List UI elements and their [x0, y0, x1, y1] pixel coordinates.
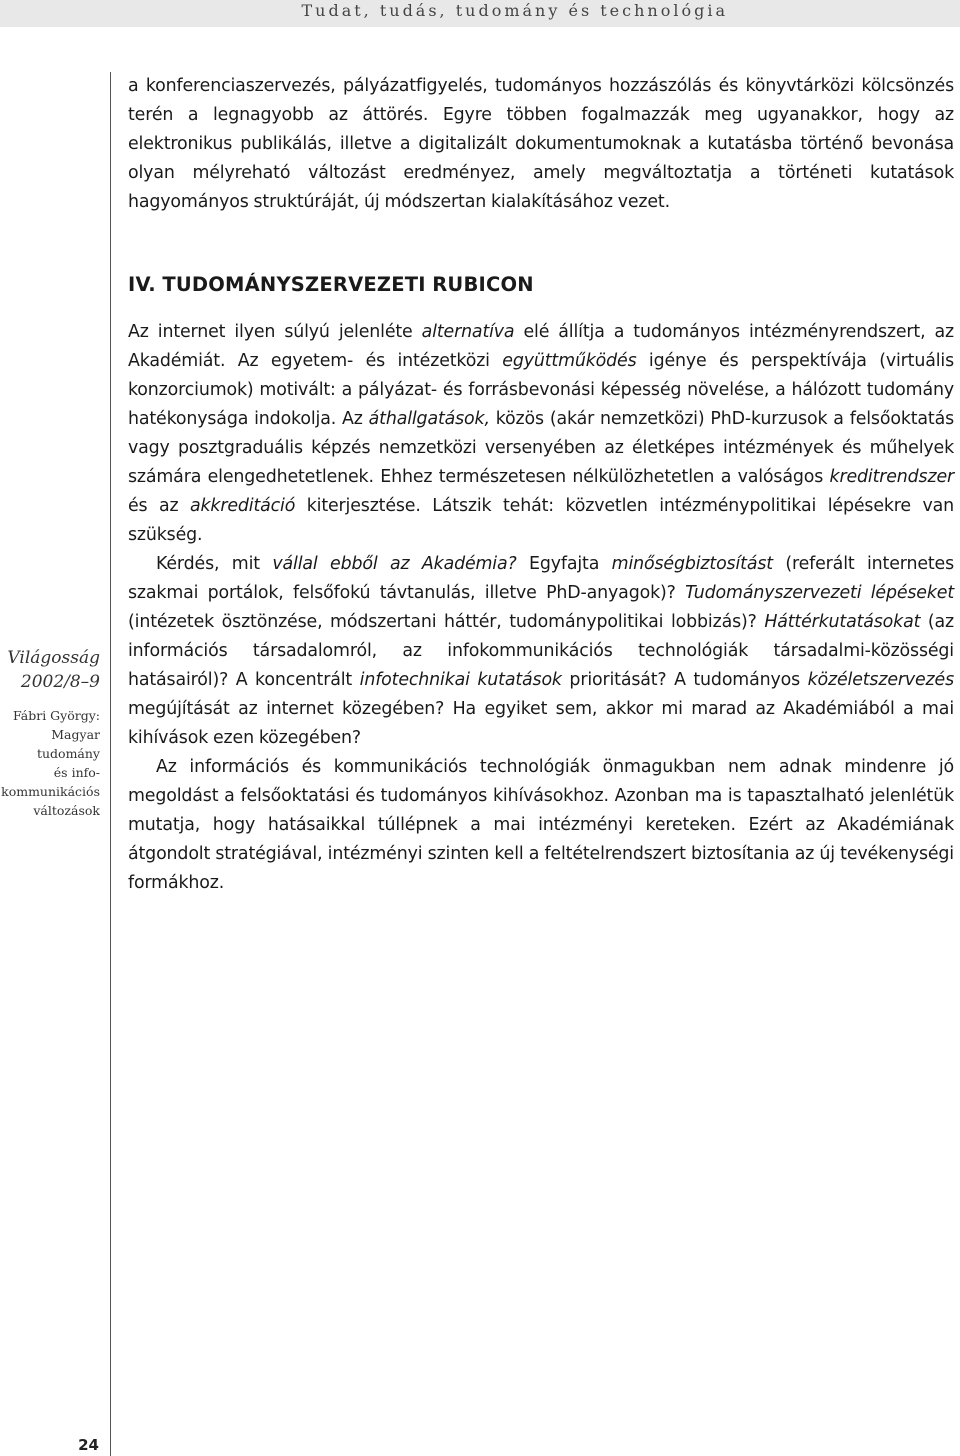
article-body: [128, 72, 954, 898]
text-run: Kérdés, mit: [156, 554, 273, 574]
page-number: 24: [78, 1436, 99, 1454]
text-run: prioritását? A tudományos: [561, 670, 808, 690]
text-run: közös (akár nemzetközi) PhD-kurzusok a felsőoktatás vagy posztgraduális képzés nemzetközi versenyében az életképes intézmények és műhelyek számára elengedhetetlenek. Ehhez természetesen nélkülözhetetlen a valóságos: [128, 409, 955, 487]
text-run: és az: [128, 496, 190, 516]
article-reference-line: és info-: [53, 765, 100, 780]
running-header: [0, 0, 960, 27]
emphasis: Tudományszervezeti lépéseket: [685, 583, 954, 603]
emphasis: közéletszervezés: [807, 670, 954, 690]
article-reference-line: Fábri György:: [12, 708, 100, 723]
text-run: igénye és perspektívája (virtuális konzorciumok) motivált: a pályázat- és forrásbevonási képesség növelése, a hálózott tudomány hatékonysága indokolja. Az: [128, 351, 954, 429]
article-reference-line: Magyar: [51, 727, 100, 742]
text-run: Az internet ilyen súlyú jelenléte: [128, 322, 422, 342]
article-reference: [0, 706, 100, 820]
article-reference-line: kommunikációs: [1, 784, 100, 799]
sidebar-citation: [0, 646, 100, 820]
emphasis: áthallgatások,: [368, 409, 490, 429]
emphasis: alternatíva: [421, 322, 515, 342]
emphasis: infotechnikai kutatások: [359, 670, 562, 690]
text-run: megújítását az internet közegében? Ha egyiket sem, akkor mi marad az Akadémiából a mai kihívások ezen közegében?: [128, 699, 954, 748]
section-heading: IV. TUDOMÁNYSZERVEZETI RUBICON: [128, 273, 534, 296]
journal-issue: 2002/8–9: [20, 672, 100, 692]
emphasis: együttműködés: [502, 351, 637, 371]
article-reference-line: tudomány: [36, 746, 100, 761]
intro-paragraph: a konferenciaszervezés, pályázatfigyelés, tudományos hozzászólás és könyvtárközi kölcsönzés terén a legnagyobb az áttörés. Egyre többen fogalmazzák meg ugyanakkor, hogy az elektronikus publikálás, illetve a digitalizált dokumentumoknak a kutatásba történő bevonása olyan mélyreható változást eredményez, amely megváltoztatja a történeti kutatások hagyományos struktúráját, új módszertan kialakításához vezet.: [128, 76, 954, 212]
paragraph-1: [128, 318, 954, 550]
emphasis: vállal ebből az Akadémia?: [272, 554, 517, 574]
text-run: Egyfajta: [516, 554, 612, 574]
emphasis: minőségbiztosítást: [611, 554, 773, 574]
text-run: (az információs társadalomról, az infokommunikációs technológiák társadalmi-közösségi hatásairól)? A koncentrált: [128, 612, 955, 690]
margin-rule: [110, 72, 111, 1456]
text-run: (intézetek ösztönzése, módszertani háttér, tudománypolitikai lobbizás)?: [128, 612, 765, 632]
paragraph-2: [128, 550, 954, 753]
running-header-title: Tudat, tudás, tudomány és technológia: [301, 1, 728, 20]
text-run: kiterjesztése. Látszik tehát: közvetlen intézménypolitikai lépésekre van szükség.: [128, 496, 954, 545]
text-run: (referált internetes szakmai portálok, felsőfokú távtanulás, illetve PhD-anyagok)?: [128, 554, 954, 603]
emphasis: Háttérkutatásokat: [764, 612, 921, 632]
paragraph-3: Az információs és kommunikációs technológiák önmagukban nem adnak mindenre jó megoldást a felsőoktatási és tudományos kihívásokhoz. Azonban ma is tapasztalható jelenlétük mutatja, hogy hatásaikkal túllépnek a mai intézményi kereteken. Ezért az Akadémiának átgondolt stratégiával, intézményi szinten kell a feltételrendszert biztosítania az új tevékenységi formákhoz.: [128, 757, 954, 893]
emphasis: akkreditáció: [189, 496, 296, 516]
journal-name: Világosság: [7, 648, 100, 668]
emphasis: kreditrendszer: [829, 467, 954, 487]
text-run: elé állítja a tudományos intézményrendszert, az Akadémiát. Az egyetem- és intézetközi: [128, 322, 954, 371]
article-reference-line: változások: [33, 803, 100, 818]
